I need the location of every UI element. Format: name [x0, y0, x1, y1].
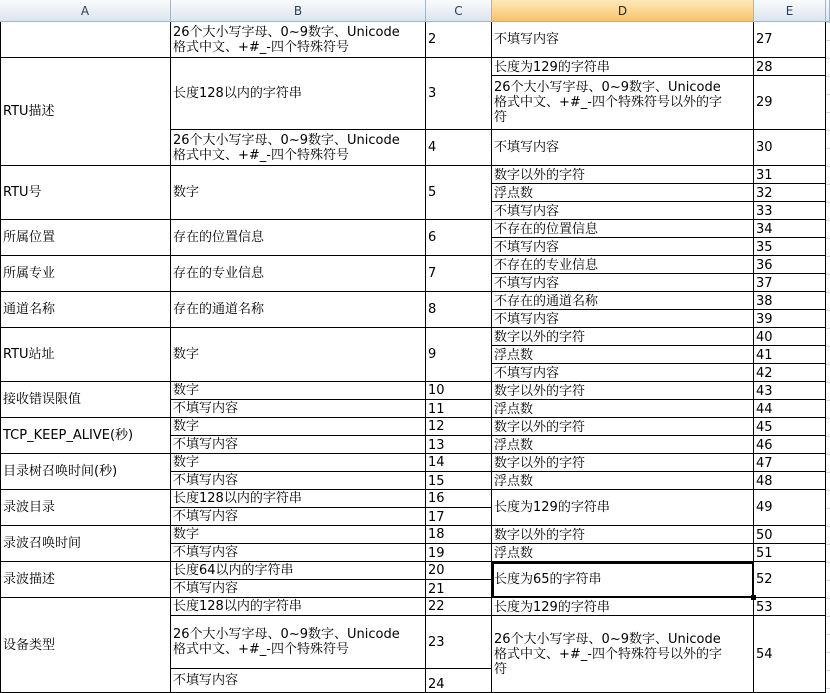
cell-e[interactable]: 35: [754, 238, 826, 256]
cell-e[interactable]: 37: [754, 274, 826, 292]
cell-c[interactable]: 13: [426, 436, 492, 454]
gridline: [826, 382, 830, 383]
cell-a[interactable]: 所属位置: [0, 220, 171, 256]
cell-e[interactable]: 50: [754, 526, 826, 544]
cell-e[interactable]: 31: [754, 166, 826, 184]
cell-b[interactable]: 存在的位置信息: [171, 220, 426, 256]
cell-a[interactable]: 接收错误限值: [0, 382, 171, 418]
cell-a[interactable]: 录波召唤时间: [0, 526, 171, 562]
cell-b[interactable]: 26个大小写字母、0~9数字、Unicode 格式中文、+#_-四个特殊符号: [171, 130, 426, 166]
gridline: [826, 202, 830, 203]
cell-a[interactable]: 录波目录: [0, 490, 171, 526]
cell-c[interactable]: 18: [426, 526, 492, 544]
cell-c[interactable]: 12: [426, 418, 492, 436]
column-header-d[interactable]: D: [492, 0, 754, 22]
cell-b[interactable]: 数字: [171, 328, 426, 382]
cell-a[interactable]: RTU站址: [0, 328, 171, 382]
cell-b[interactable]: 数字: [171, 526, 426, 544]
cell-e[interactable]: 46: [754, 436, 826, 454]
gridline: [826, 256, 830, 257]
cell-d[interactable]: 长度为65的字符串: [492, 562, 754, 598]
gridline: [826, 598, 830, 599]
gridline: [826, 166, 830, 167]
gridline: [826, 274, 830, 275]
cell-b[interactable]: 长度128以内的字符串: [171, 490, 426, 508]
cell-a[interactable]: RTU号: [0, 166, 171, 220]
cell-e[interactable]: 54: [754, 616, 826, 693]
cell-d[interactable]: 不填写内容: [492, 274, 754, 292]
gridline: [826, 418, 830, 419]
cell-b[interactable]: 不填写内容: [171, 544, 426, 562]
cell-d[interactable]: 26个大小写字母、0~9数字、Unicode 格式中文、+#_-四个特殊符号以外的字 符: [492, 76, 754, 130]
cell-b[interactable]: 不填写内容: [171, 472, 426, 490]
cell-e[interactable]: 47: [754, 454, 826, 472]
cell-e[interactable]: 52: [754, 562, 826, 598]
cell-d[interactable]: 数字以外的字符: [492, 526, 754, 544]
cell-b[interactable]: 不填写内容: [171, 400, 426, 418]
gridline: [826, 400, 830, 401]
cell-b[interactable]: 数字: [171, 454, 426, 472]
cell-e[interactable]: 38: [754, 292, 826, 310]
cell-d[interactable]: 数字以外的字符: [492, 328, 754, 346]
gridline: [826, 688, 830, 689]
fill-handle[interactable]: [751, 595, 756, 600]
cell-c[interactable]: 23: [426, 616, 492, 669]
gridline: [826, 364, 830, 365]
cell-c[interactable]: 16: [426, 490, 492, 508]
cell-c[interactable]: 15: [426, 472, 492, 490]
cell-d[interactable]: 不填写内容: [492, 364, 754, 382]
cell-e[interactable]: 34: [754, 220, 826, 238]
cell-b[interactable]: 存在的通道名称: [171, 292, 426, 328]
cell-a[interactable]: 所属专业: [0, 256, 171, 292]
cell-d[interactable]: 浮点数: [492, 544, 754, 562]
gridline: [826, 112, 830, 113]
column-header-a[interactable]: A: [0, 0, 171, 22]
cell-e[interactable]: 32: [754, 184, 826, 202]
cell-d[interactable]: 不填写内容: [492, 22, 754, 58]
gridline: [826, 670, 830, 671]
cell-b[interactable]: 不填写内容: [171, 436, 426, 454]
cell-b[interactable]: 26个大小写字母、0~9数字、Unicode 格式中文、+#_-四个特殊符号: [171, 616, 426, 669]
gridline: [826, 580, 830, 581]
cell-a[interactable]: [0, 22, 171, 58]
cell-c[interactable]: 3: [426, 58, 492, 130]
cell-b[interactable]: 不填写内容: [171, 580, 426, 598]
cell-e[interactable]: 33: [754, 202, 826, 220]
cell-d[interactable]: 浮点数: [492, 400, 754, 418]
cell-e[interactable]: 40: [754, 328, 826, 346]
cell-c[interactable]: 9: [426, 328, 492, 382]
gridline: [826, 310, 830, 311]
cell-a[interactable]: 通道名称: [0, 292, 171, 328]
cell-e[interactable]: 43: [754, 382, 826, 400]
cell-b[interactable]: 长度128以内的字符串: [171, 58, 426, 130]
cell-a[interactable]: RTU描述: [0, 58, 171, 166]
gridline: [826, 184, 830, 185]
cell-e[interactable]: 27: [754, 22, 826, 58]
cell-e[interactable]: 36: [754, 256, 826, 274]
gridline: [826, 58, 830, 59]
cell-b[interactable]: 长度64以内的字符串: [171, 562, 426, 580]
gridline: [826, 148, 830, 149]
cell-e[interactable]: 39: [754, 310, 826, 328]
cell-e[interactable]: 41: [754, 346, 826, 364]
gridline: [826, 544, 830, 545]
column-header-f[interactable]: [826, 0, 830, 22]
gridline: [826, 634, 830, 635]
gridline: [826, 130, 830, 131]
gridline: [826, 490, 830, 491]
cell-c[interactable]: 6: [426, 220, 492, 256]
cell-c[interactable]: 14: [426, 454, 492, 472]
cell-b[interactable]: 存在的专业信息: [171, 256, 426, 292]
gridline: [826, 508, 830, 509]
gridline: [826, 328, 830, 329]
cell-c[interactable]: 4: [426, 130, 492, 166]
gridline: [826, 346, 830, 347]
gridline: [826, 76, 830, 77]
cell-c[interactable]: 5: [426, 166, 492, 220]
cell-c[interactable]: 2: [426, 22, 492, 58]
gridline: [826, 526, 830, 527]
gridline: [826, 292, 830, 293]
cell-b[interactable]: 26个大小写字母、0~9数字、Unicode 格式中文、+#_-四个特殊符号: [171, 22, 426, 58]
cell-c[interactable]: 10: [426, 382, 492, 400]
cell-a[interactable]: TCP_KEEP_ALIVE(秒): [0, 418, 171, 454]
cell-d[interactable]: 数字以外的字符: [492, 166, 754, 184]
cell-b[interactable]: 数字: [171, 382, 426, 400]
column-header-e[interactable]: E: [754, 0, 826, 22]
cell-d[interactable]: 不填写内容: [492, 202, 754, 220]
cell-d[interactable]: 不存在的通道名称: [492, 292, 754, 310]
cell-b[interactable]: 长度128以内的字符串: [171, 598, 426, 616]
cell-d[interactable]: 不填写内容: [492, 130, 754, 166]
cell-c[interactable]: 11: [426, 400, 492, 418]
gridline: [826, 652, 830, 653]
cell-d[interactable]: 浮点数: [492, 184, 754, 202]
cell-c[interactable]: 17: [426, 508, 492, 526]
gridline: [826, 40, 830, 41]
cell-a[interactable]: 录波描述: [0, 562, 171, 598]
cell-d[interactable]: 浮点数: [492, 436, 754, 454]
cell-d[interactable]: 不填写内容: [492, 238, 754, 256]
cell-a[interactable]: 目录树召唤时间(秒): [0, 454, 171, 490]
gridline: [826, 22, 830, 23]
cell-d[interactable]: 不存在的位置信息: [492, 220, 754, 238]
cell-d[interactable]: 数字以外的字符: [492, 418, 754, 436]
cell-c[interactable]: 22: [426, 598, 492, 616]
cell-b[interactable]: 不填写内容: [171, 508, 426, 526]
gridline: [826, 472, 830, 473]
cell-e[interactable]: 49: [754, 490, 826, 526]
cell-c[interactable]: 24: [426, 669, 492, 693]
cell-e[interactable]: 28: [754, 58, 826, 76]
gridline: [826, 562, 830, 563]
column-header-c[interactable]: C: [426, 0, 492, 22]
cell-d[interactable]: 长度为129的字符串: [492, 490, 754, 526]
cell-e[interactable]: 44: [754, 400, 826, 418]
gridline: [826, 436, 830, 437]
cell-d[interactable]: 不存在的专业信息: [492, 256, 754, 274]
cell-b[interactable]: 数字: [171, 166, 426, 220]
cell-a[interactable]: 设备类型: [0, 598, 171, 693]
cell-e[interactable]: 30: [754, 130, 826, 166]
cell-e[interactable]: 45: [754, 418, 826, 436]
cell-b[interactable]: 数字: [171, 418, 426, 436]
cell-e[interactable]: 29: [754, 76, 826, 130]
cell-e[interactable]: 53: [754, 598, 826, 616]
gridline: [826, 238, 830, 239]
gridline: [826, 454, 830, 455]
cell-d[interactable]: 26个大小写字母、0~9数字、Unicode 格式中文、+#_-四个特殊符号以外的字 符: [492, 616, 754, 693]
gridline: [826, 616, 830, 617]
cell-d[interactable]: 浮点数: [492, 472, 754, 490]
cell-b[interactable]: 不填写内容: [171, 669, 426, 693]
cell-c[interactable]: 20: [426, 562, 492, 580]
cell-d[interactable]: 浮点数: [492, 346, 754, 364]
cell-e[interactable]: 42: [754, 364, 826, 382]
cell-c[interactable]: 7: [426, 256, 492, 292]
cell-e[interactable]: 48: [754, 472, 826, 490]
column-header-b[interactable]: B: [171, 0, 426, 22]
cell-c[interactable]: 21: [426, 580, 492, 598]
gridline: [826, 220, 830, 221]
cell-d[interactable]: 数字以外的字符: [492, 454, 754, 472]
gridline: [826, 94, 830, 95]
cell-e[interactable]: 51: [754, 544, 826, 562]
cell-d[interactable]: 不填写内容: [492, 310, 754, 328]
cell-d[interactable]: 长度为129的字符串: [492, 58, 754, 76]
cell-d[interactable]: 长度为129的字符串: [492, 598, 754, 616]
cell-c[interactable]: 19: [426, 544, 492, 562]
cell-c[interactable]: 8: [426, 292, 492, 328]
cell-d[interactable]: 数字以外的字符: [492, 382, 754, 400]
